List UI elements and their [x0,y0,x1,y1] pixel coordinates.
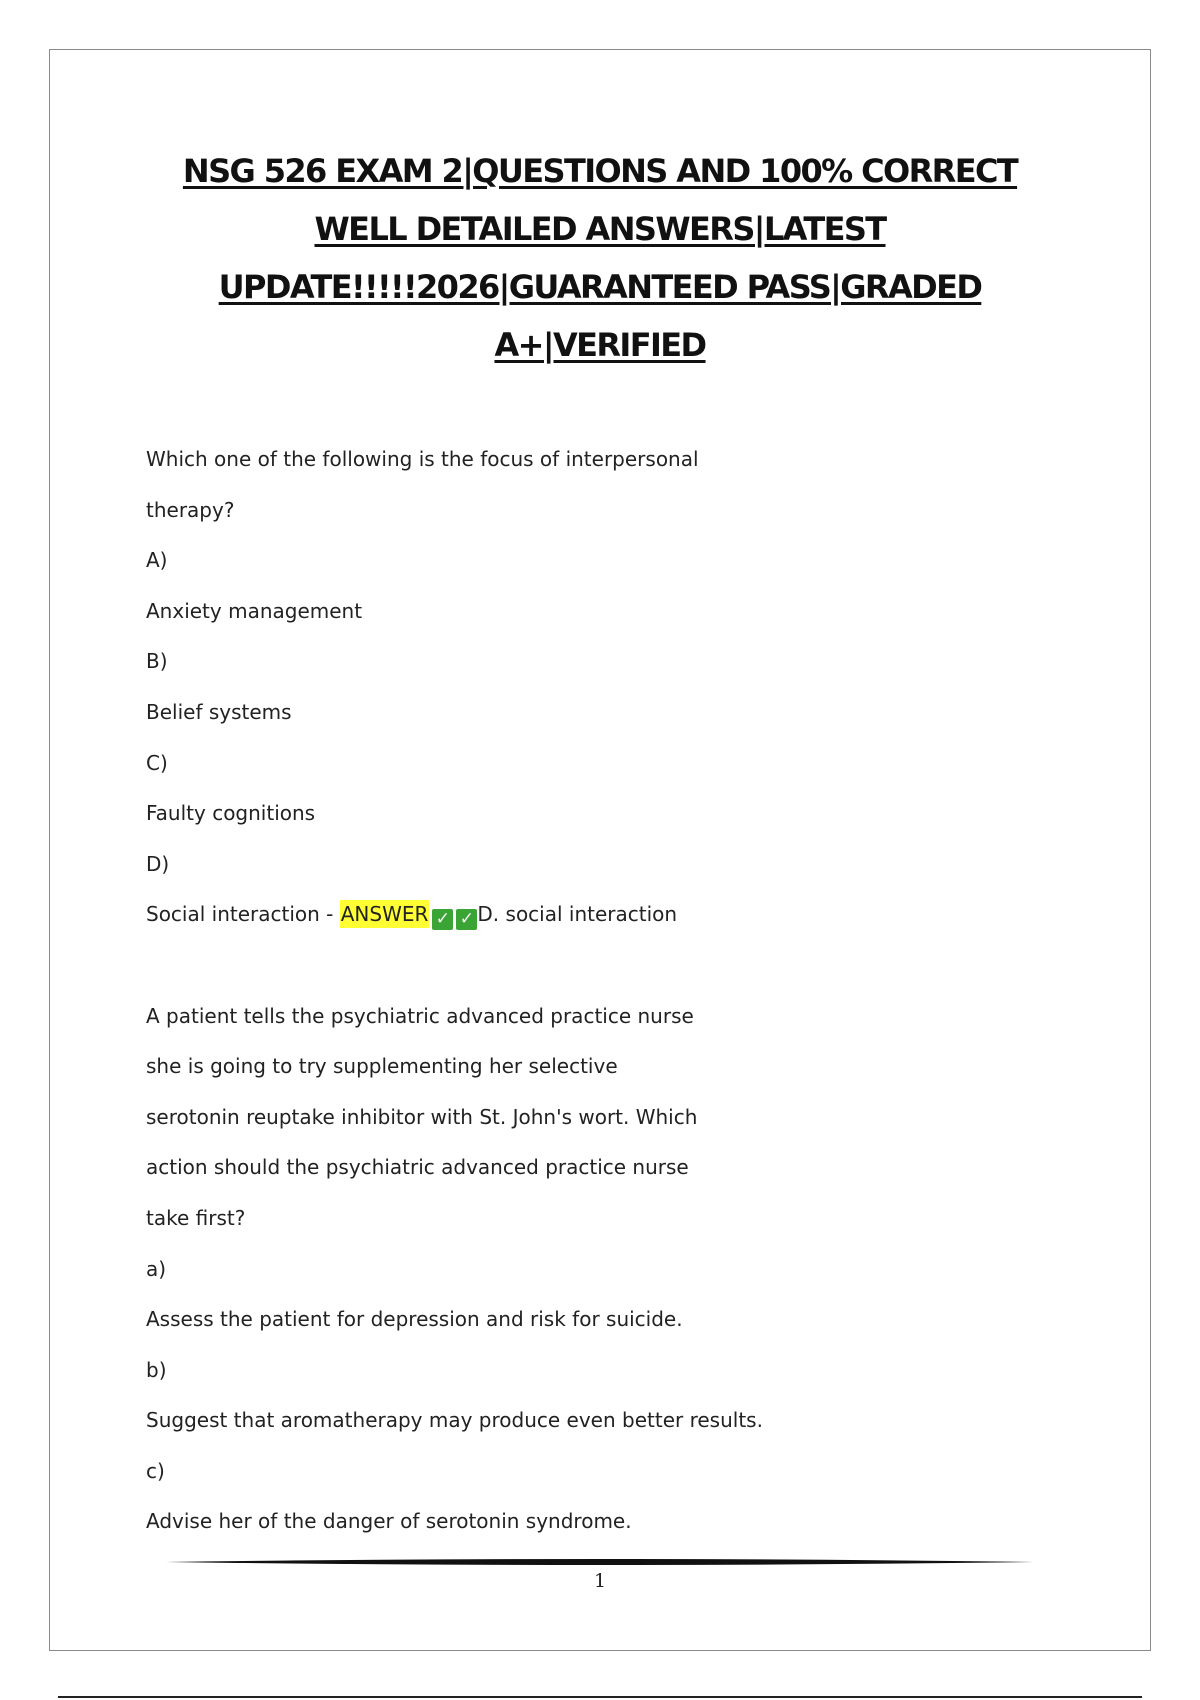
question-stem-line: take first? [146,1205,246,1230]
question-stem-line: therapy? [146,497,235,522]
option-text: Suggest that aromatherapy may produce even better results. [146,1408,763,1433]
option-letter: C) [146,750,168,775]
document-body [146,434,1046,1547]
answer-label: ANSWER [340,902,429,927]
option-letter: A) [146,548,168,573]
page-number: 1 [593,1570,607,1592]
option-text: Anxiety management [146,598,363,623]
option-text: Faulty cognitions [146,801,316,826]
answer-line [146,889,1046,940]
title-line: A+|VERIFIED [494,326,706,364]
next-page-edge [58,1696,1142,1698]
option-text: Assess the patient for depression and risk for suicide. [146,1307,683,1332]
question-2 [146,991,1046,1548]
question-1 [146,434,1046,940]
question-gap [146,940,1046,991]
check-icon: ✓ [432,909,453,930]
option-text: Belief systems [146,699,292,724]
answer-text: D. social interaction [477,902,678,927]
footer-divider [166,1558,1034,1566]
option-letter: b) [146,1357,167,1382]
document-title [150,142,1050,374]
question-stem-line: action should the psychiatric advanced practice nurse [146,1155,689,1180]
answer-prefix: Social interaction - [146,902,340,927]
title-line: NSG 526 EXAM 2|QUESTIONS AND 100% CORRECT [182,152,1018,190]
check-icon: ✓ [456,909,477,930]
question-stem-line: she is going to try supplementing her selective [146,1054,618,1079]
question-stem-line: serotonin reuptake inhibitor with St. John's wort. Which [146,1104,698,1129]
option-text: Advise her of the danger of serotonin syndrome. [146,1509,632,1534]
option-letter: B) [146,649,168,674]
title-line: WELL DETAILED ANSWERS|LATEST [314,210,886,248]
option-letter: D) [146,851,170,876]
title-line: UPDATE!!!!!2026|GUARANTEED PASS|GRADED [218,268,982,306]
question-stem-line: A patient tells the psychiatric advanced practice nurse [146,1003,694,1028]
question-stem-line: Which one of the following is the focus of interpersonal [146,447,699,471]
option-letter: c) [146,1458,165,1483]
option-letter: a) [146,1256,167,1281]
